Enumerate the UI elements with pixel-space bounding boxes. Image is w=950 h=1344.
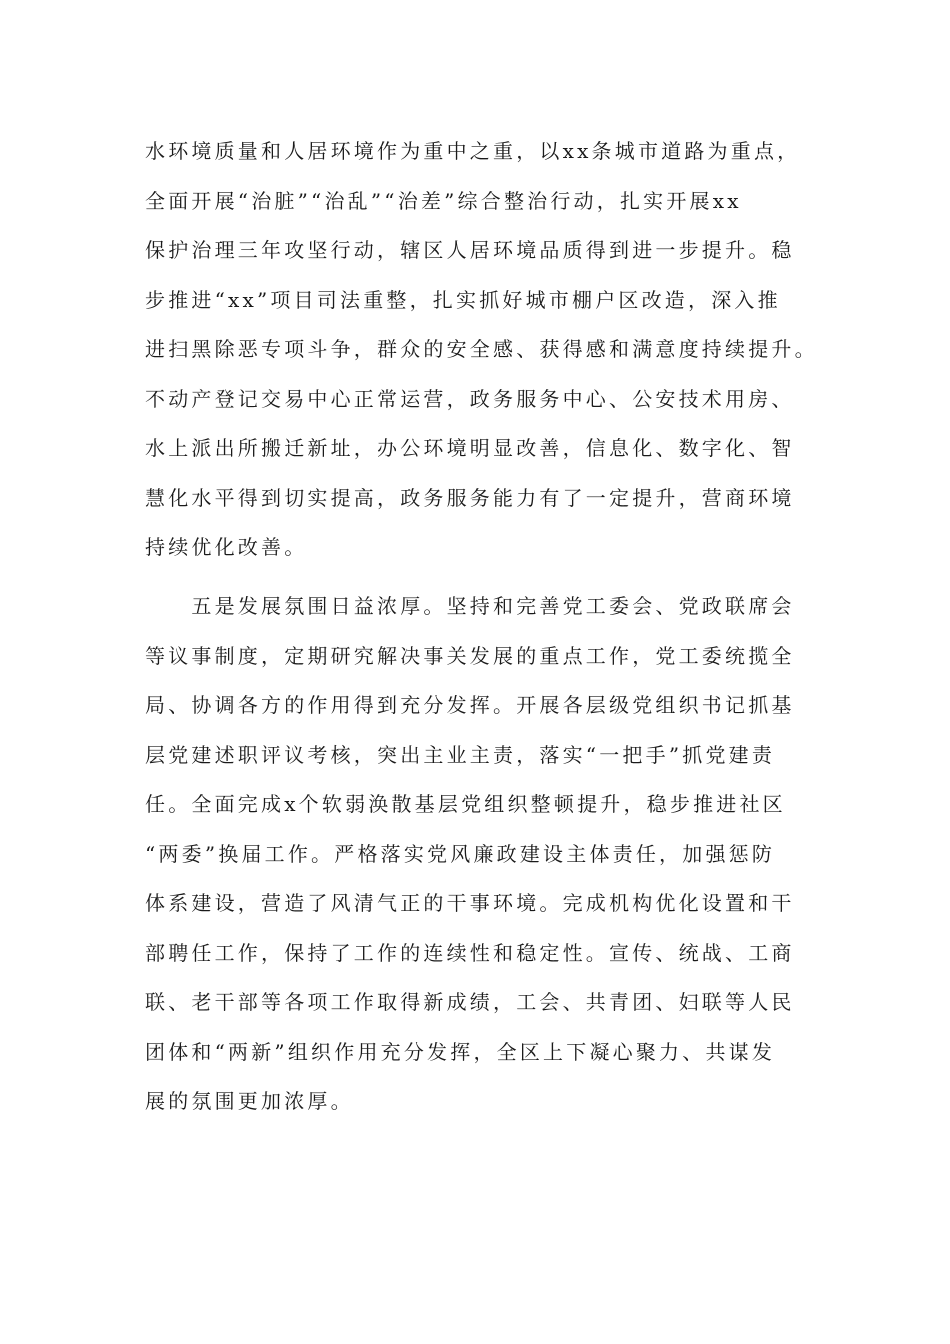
paragraph-development-atmosphere [145,582,805,1127]
text-line: 全面开展“治脏”“治乱”“治差”综合整治行动，扎实开展xx [145,188,742,213]
text-line: 持续优化改善。 [145,535,308,559]
text-line: 部聘任工作，保持了工作的连续性和稳定性。宣传、统战、工商 [145,940,795,965]
text-line: “两委”换届工作。严格落实党风廉政建设主体责任，加强惩防 [145,841,776,866]
text-line: 等议事制度，定期研究解决事关发展的重点工作，党工委统揽全 [145,643,795,668]
text-line: 展的氛围更加浓厚。 [145,1089,354,1113]
text-line: 水环境质量和人居环境作为重中之重，以xx条城市道路为重点， [145,139,801,163]
text-line: 体系建设，营造了风清气正的干事环境。完成机构优化设置和干 [145,891,795,915]
text-line: 不动产登记交易中心正常运营，政务服务中心、公安技术用房、 [145,386,795,411]
text-line: 五是发展氛围日益浓厚。坚持和完善党工委会、党政联席会 [145,594,795,618]
text-line: 任。全面完成x个软弱涣散基层党组织整顿提升，稳步推进社区 [145,792,786,816]
text-line: 联、老干部等各项工作取得新成绩，工会、共青团、妇联等人民 [145,990,795,1014]
text-line: 水上派出所搬迁新址，办公环境明显改善，信息化、数字化、智 [145,436,795,460]
text-line: 进扫黑除恶专项斗争，群众的安全感、获得感和满意度持续提升。 [145,337,818,361]
text-line: 慧化水平得到切实提高，政务服务能力有了一定提升，营商环境 [145,485,795,510]
paragraph-environment [145,127,818,573]
text-line: 层党建述职评议考核，突出主业主责，落实“一把手”抓党建责 [145,742,776,767]
text-line: 保护治理三年攻坚行动，辖区人居环境品质得到进一步提升。稳 [145,238,795,262]
text-line: 步推进“xx”项目司法重整，扎实抓好城市棚户区改造，深入推 [145,287,781,312]
text-line: 团体和“两新”组织作用充分发挥，全区上下凝心聚力、共谋发 [145,1039,776,1064]
text-line: 局、协调各方的作用得到充分发挥。开展各层级党组织书记抓基 [145,693,795,717]
